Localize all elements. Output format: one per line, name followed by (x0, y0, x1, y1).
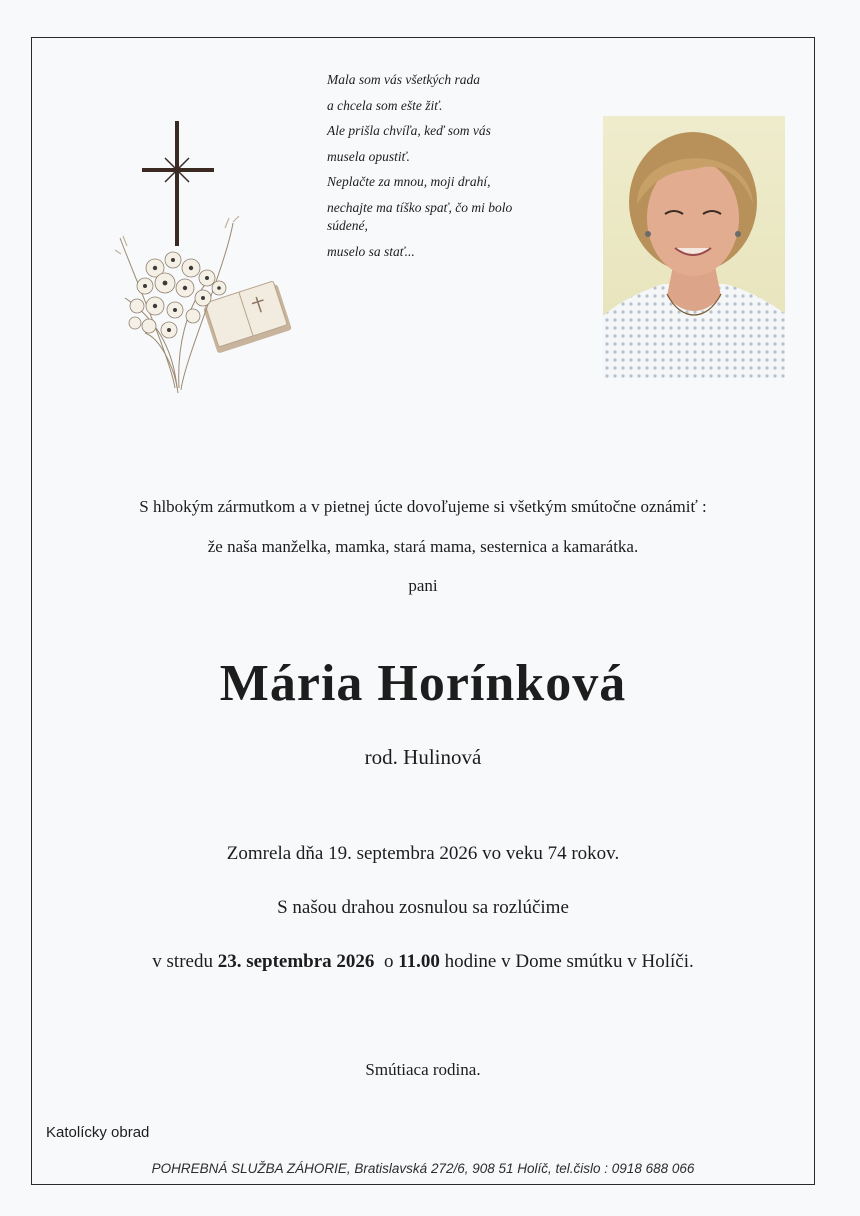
poem-line: nechajte ma tíško spať, čo mi bolo (327, 199, 513, 215)
maiden-name: rod. Hulinová (364, 745, 482, 769)
poem-line: Ale prišla chvíľa, keď som vás (327, 123, 491, 139)
ceremony-line (31, 951, 815, 973)
poem-line: muselo sa stať... (327, 243, 415, 259)
deceased-name: Mária Horínková (219, 655, 627, 712)
ceremony-date: 23. septembra 2026 (217, 951, 375, 972)
poem-line: Neplačte za mnou, moji drahí, (327, 174, 491, 190)
ceremony-suffix: hodine v Dome smútku v Holíči. (444, 951, 694, 972)
poem-line: musela opustiť. (327, 148, 410, 164)
funeral-service-footer: POHREBNÁ SLUŽBA ZÁHORIE, Bratislavská 272/6, 908 51 Holíč, tel.čislo : 0918 688 066 (151, 1161, 695, 1176)
family-signature: Smútiaca rodina. (365, 1060, 481, 1079)
poem-line: Mala som vás všetkých rada (327, 72, 480, 87)
honorific: pani (408, 576, 438, 595)
ceremony-prefix: v stredu (152, 951, 213, 972)
death-date-line: Zomrela dňa 19. septembra 2026 vo veku 74 rokov. (226, 843, 620, 864)
poem-line: súdené, (327, 217, 368, 233)
ceremony-time: 11.00 (398, 951, 440, 972)
poem-line: a chcela som ešte žiť. (327, 97, 443, 113)
poem (327, 72, 587, 269)
farewell-line: S našou drahou zosnulou sa rozlúčime (277, 897, 569, 918)
portrait-photo (603, 116, 785, 378)
cross-flowers-book-icon (115, 118, 295, 403)
intro-line: S hlbokým zármutkom a v pietnej úcte dovoľujeme si všetkým smútočne oznámiť : (139, 497, 707, 516)
ceremony-o: o (383, 951, 394, 972)
intro-line: že naša manželka, mamka, stará mama, sesternica a kamarátka. (207, 537, 639, 556)
rite-label: Katolícky obrad (46, 1124, 150, 1141)
